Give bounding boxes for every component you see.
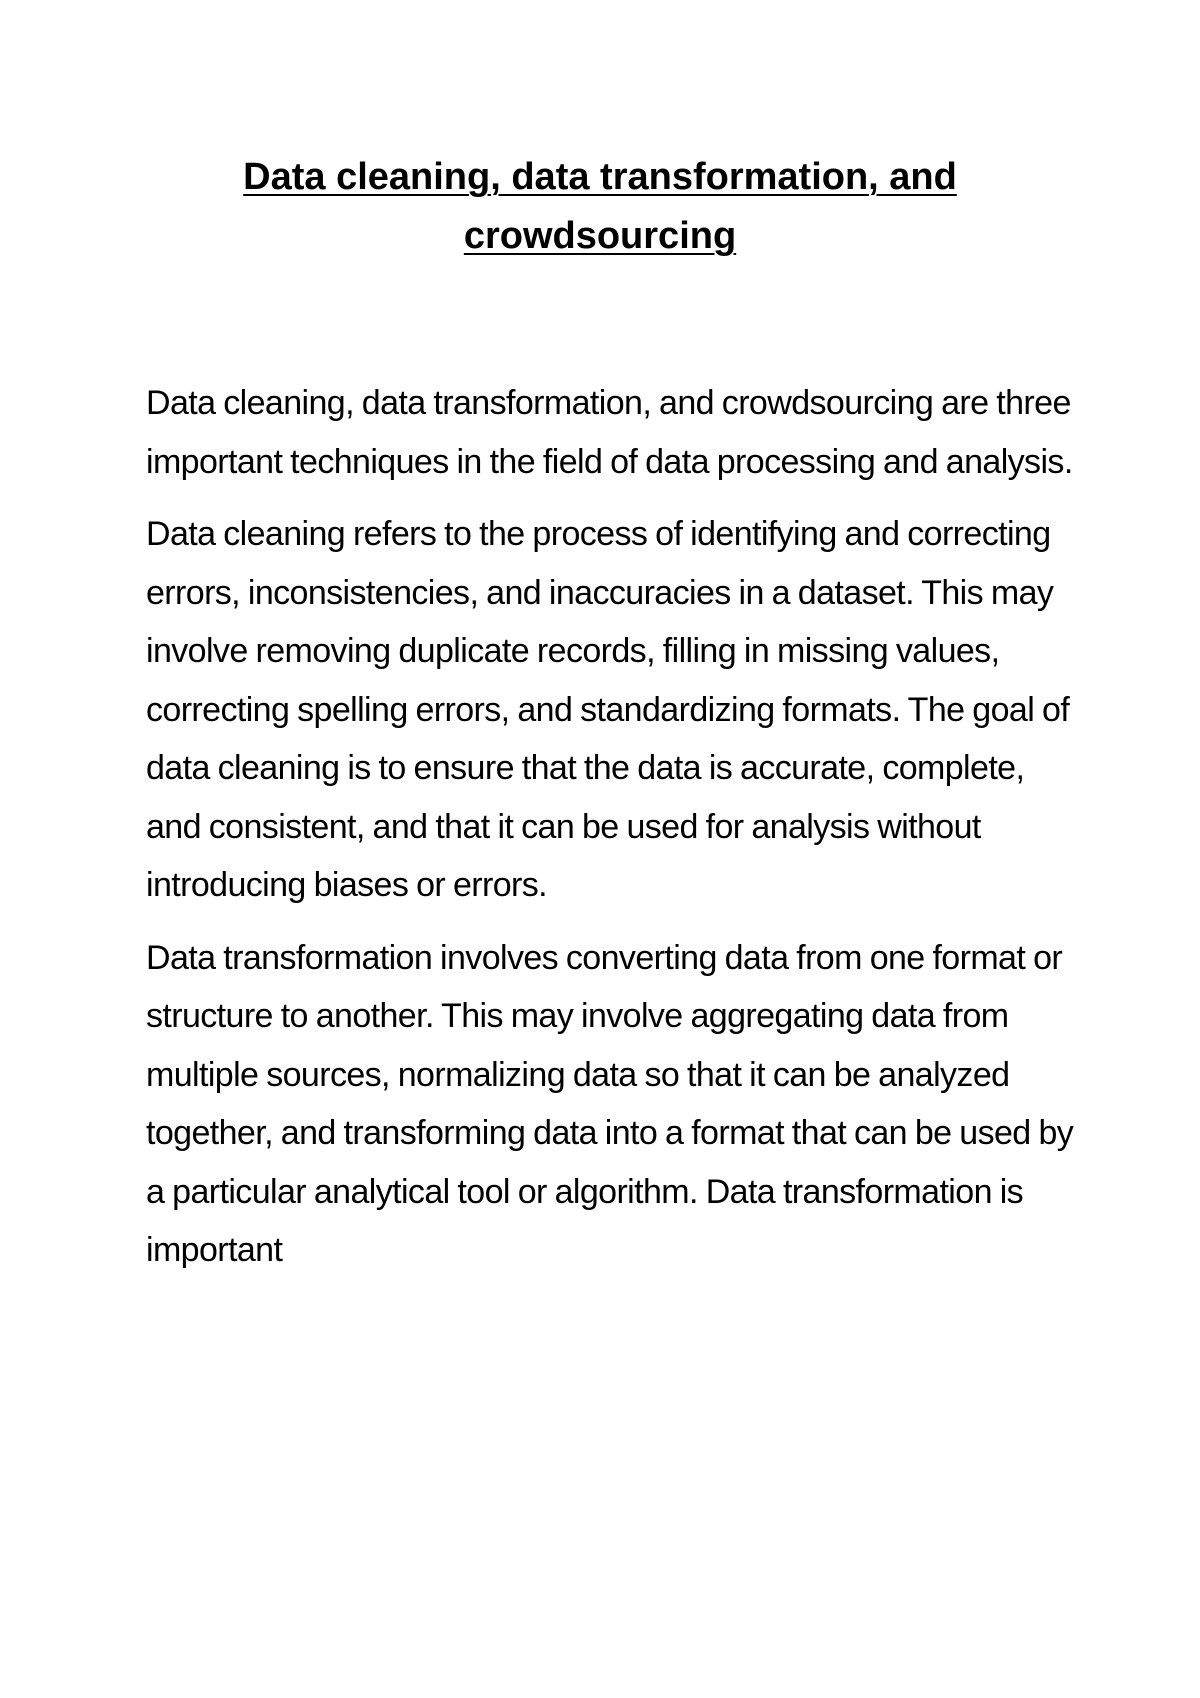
- paragraph-data-transformation: Data transformation involves converting data from one format or structure to another. This may involve aggregating data from multiple sources, normalizing data so that it can be analyzed together, and transforming data into a format that can be used by a particular analytical tool or algorithm. Data transformation is important: [146, 938, 1074, 1269]
- document-title: Data cleaning, data transformation, and crowdsourcing: [243, 156, 957, 257]
- paragraph-intro: Data cleaning, data transformation, and crowdsourcing are three important techniques in the field of data processing and analysis.: [146, 384, 1073, 481]
- document-body: [146, 374, 1076, 1294]
- paragraph-data-cleaning: Data cleaning refers to the process of identifying and correcting errors, inconsistencies, and inaccuracies in a dataset. This may involve removing duplicate records, filling in missing values, correcting spelling errors, and standardizing formats. The goal of data cleaning is to ensure that the data is accurate, complete, and consistent, and that it can be used for analysis without introducing biases or errors.: [146, 515, 1070, 904]
